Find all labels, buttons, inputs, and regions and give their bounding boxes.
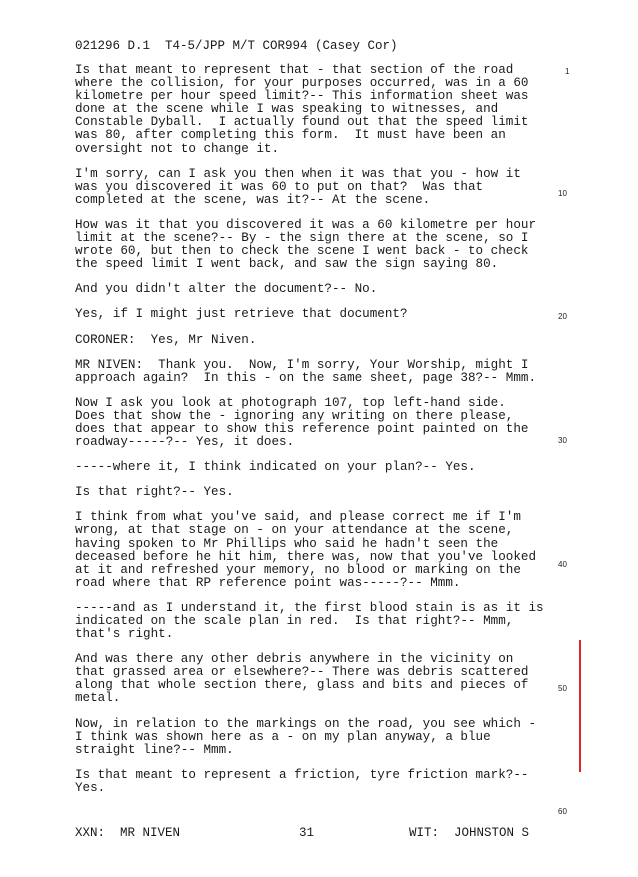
transcript-body xyxy=(75,64,545,795)
paragraph: Now, in relation to the markings on the road, you see which - I think was shown here as a - on my plan anyway, a blue straight line?-- Mmm. xyxy=(75,716,537,757)
paragraph: Now I ask you look at photograph 107, top left-hand side. Does that show the - ignoring any writing on there please, does that appear to show this reference point painted on the roadway-----?-- Yes, it does. xyxy=(75,395,529,450)
paragraph: -----and as I understand it, the first blood stain is as it is indicated on the scale plan in red. Is that right?-- Mmm, that's right. xyxy=(75,600,544,642)
paragraph: And was there any other debris anywhere in the vicinity on that grassed area or elsewhere?-- There was debris scattered along that whole section there, glass and bits and pieces of metal. xyxy=(75,652,529,706)
page-number: 31 xyxy=(299,826,315,840)
paragraph: CORONER: Yes, Mr Niven. xyxy=(75,332,257,347)
paragraph: How was it that you discovered it was a 60 kilometre per hour limit at the scene?-- By - the sign there at the scene, so I wrote 60, but then to check the scene I went back - to check the speed limit I went back, and saw the sign saying 80. xyxy=(75,217,537,272)
document-reference: 021296 D.1 T4-5/JPP M/T COR994 (Casey Cor) xyxy=(75,39,398,53)
paragraph: I'm sorry, can I ask you then when it was that you - how it was you discovered it was 60 to put on that? Was that completed at the scene, was it?-- At the scene. xyxy=(75,166,521,207)
paragraph: MR NIVEN: Thank you. Now, I'm sorry, Your Worship, might I approach again? In this - on the same sheet, page 38?-- Mmm. xyxy=(75,357,537,385)
line-number: 1 xyxy=(565,67,570,76)
line-number: 50 xyxy=(558,684,567,693)
line-number: 20 xyxy=(558,312,567,321)
line-number: 10 xyxy=(558,189,567,198)
line-number: 60 xyxy=(558,807,567,816)
paragraph: Is that meant to represent that - that section of the road where the collision, for your purposes occurred, was in a 60 kilometre per hour speed limit?-- This information sheet was done at the scene while I was speaking to witnesses, and Constable Dyball. I actually found out that the speed limit was 80, after completing this form. It must have been an oversight not to change it. xyxy=(75,63,529,156)
paragraph: -----where it, I think indicated on your plan?-- Yes. xyxy=(75,460,476,475)
paragraph: And you didn't alter the document?-- No. xyxy=(75,282,378,297)
paragraph: I think from what you've said, and please correct me if I'm wrong, at that stage on - on your attendance at the scene, having spoken to Mr Phillips who said he hadn't seen the deceased before he hit him, there was, now that you've looked at it and refreshed your memory, no blood or marking on the road where that RP reference point was-----?-- Mmm. xyxy=(75,510,537,590)
margin-mark xyxy=(579,640,581,772)
footer-witness: WIT: JOHNSTON S xyxy=(409,826,530,840)
line-number: 40 xyxy=(558,560,567,569)
paragraph: Is that meant to represent a friction, tyre friction mark?-- Yes. xyxy=(75,767,529,795)
paragraph: Yes, if I might just retrieve that document? xyxy=(75,307,408,322)
paragraph: Is that right?-- Yes. xyxy=(75,485,234,500)
line-number: 30 xyxy=(558,436,567,445)
footer-examination: XXN: MR NIVEN xyxy=(75,826,181,840)
